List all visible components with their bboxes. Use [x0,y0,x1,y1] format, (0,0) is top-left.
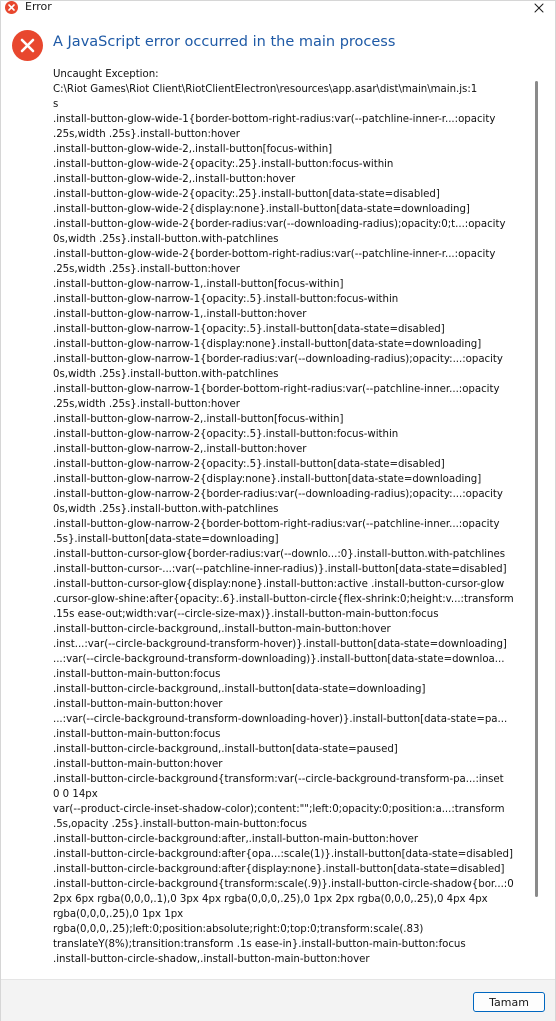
close-button[interactable] [529,0,549,15]
error-message-area[interactable] [45,65,548,967]
dialog-heading: A JavaScript error occurred in the main process [53,34,396,50]
error-message-text: Uncaught Exception: C:\Riot Games\Riot Client\RiotClientElectron\resources\app.asar\dist\main\main.js:1 s .install-button-glow-wide-1{border-bottom-right-radius:var(--patchline-inner-r...:opacity .25s,width .25s}.install-button:hover .install-button-glow-wide-2,.install-button[focus-within] .install-button-glow-wide-2{opacity:.25}.install-button:focus-within .install-button-glow-wide-2,.install-button:hover .install-button-glow-wide-2{opacity:.25}.install-button[data-state=disabled] .install-button-glow-wide-2{display:none}.install-button[data-state=downloading] .install-button-glow-wide-2{border-radius:var(--downloading-radius);opacity:0;t...:opacity 0s,width .25s}.install-button.with-patchlines .install-button-glow-wide-2{border-bottom-right-radius:var(--patchline-inner-r...:opacity .25s,width .25s}.install-button:hover .install-button-glow-narrow-1,.install-button[focus-within] .install-button-glow-narrow-1{opacity:.5}.install-button:focus-within .install-button-glow-narrow-1,.install-button:hover .install-button-glow-narrow-1{opacity:.5}.install-button[data-state=disabled] .install-button-glow-narrow-1{display:none}.install-button[data-state=downloading] .install-button-glow-narrow-1{border-radius:var(--downloading-radius);opacity:...:opacity 0s,width .25s}.install-button.with-patchlines .install-button-glow-narrow-1{border-bottom-right-radius:var(--patchline-inner...:opacity .25s,width .25s}.install-button:hover .install-button-glow-narrow-2,.install-button[focus-within] .install-button-glow-narrow-2{opacity:.5}.install-button:focus-within .install-button-glow-narrow-2,.install-button:hover .install-button-glow-narrow-2{opacity:.5}.install-button[data-state=disabled] .install-button-glow-narrow-2{display:none}.install-button[data-state=downloading] .install-button-glow-narrow-2{border-radius:var(--downloading-radius);opacity:...:opacity 0s,width .25s}.install-button.with-patchlines .install-button-glow-narrow-2{border-bottom-right-radius:var(--patchline-inner...:opacity .5s}.install-button[data-state=downloading] .install-button-cursor-glow{border-radius:var(--downlo...:0}.install-button.with-patchlines .install-button-cursor-...:var(--patchline-inner-radius)}.install-button[data-state=disabled] .install-button-cursor-glow{display:none}.install-button:active .install-button-cursor-glow .cursor-glow-shine:after{opacity:.6}.install-button-circle{flex-shrink:0;height:v...:transform .15s ease-out;width:var(--circle-size-max)}.install-button-main-button:focus .install-button-circle-background,.install-button-main-button:hover .inst...:var(--circle-background-transform-hover)}.install-button[data-state=downloading] ...:var(--circle-background-transform-downloading)}.install-button[data-state=downloa... .install-button-main-button:focus .install-button-circle-background,.install-button[data-state=downloading] .install-button-main-button:hover ...:var(--circle-background-transform-downloading-hover)}.install-button[data-state=pa... .install-button-main-button:focus .install-button-circle-background,.install-button[data-state=paused] .install-button-main-button:hover .install-button-circle-background{transform:var(--circle-background-transform-pa...:inset 0 0 14px var(--product-circle-inset-shadow-color);content:"";left:0;opacity:0;position:a...:transform .5s,opacity .25s}.install-button-main-button:focus .install-button-circle-background:after,.install-button-main-button:hover .install-button-circle-background:after{opa...:scale(1)}.install-button[data-state=disabled] .install-button-circle-background:after{display:none}.install-button[data-state=disabled] .install-button-circle-background{transform:scale(.9)}.install-button-circle-shadow{bor...:0 2px 6px rgba(0,0,0,.1),0 3px 4px rgba(0,0,0,.25),0 1px 2px rgba(0,0,0,.25),0 4px 4px rgba(0,0,0,.25),0 1px 1px rgba(0,0,0,.25);left:0;position:absolute;right:0;top:0;transform:scale(.83) translateY(8%);transition:transform .1s ease-in}.install-button-main-button:focus .install-button-circle-shadow,.install-button-main-button:hover [53,69,514,965]
ok-button[interactable]: Tamam [473,992,545,1012]
title-bar [1,1,555,15]
scrollbar-thumb[interactable] [535,81,538,897]
window-title: Error [25,0,52,13]
vertical-scrollbar[interactable] [534,65,539,965]
error-icon [12,30,43,61]
dialog-footer [1,979,555,1021]
error-icon [5,1,18,14]
dialog-header [1,15,555,65]
close-icon [534,3,544,13]
